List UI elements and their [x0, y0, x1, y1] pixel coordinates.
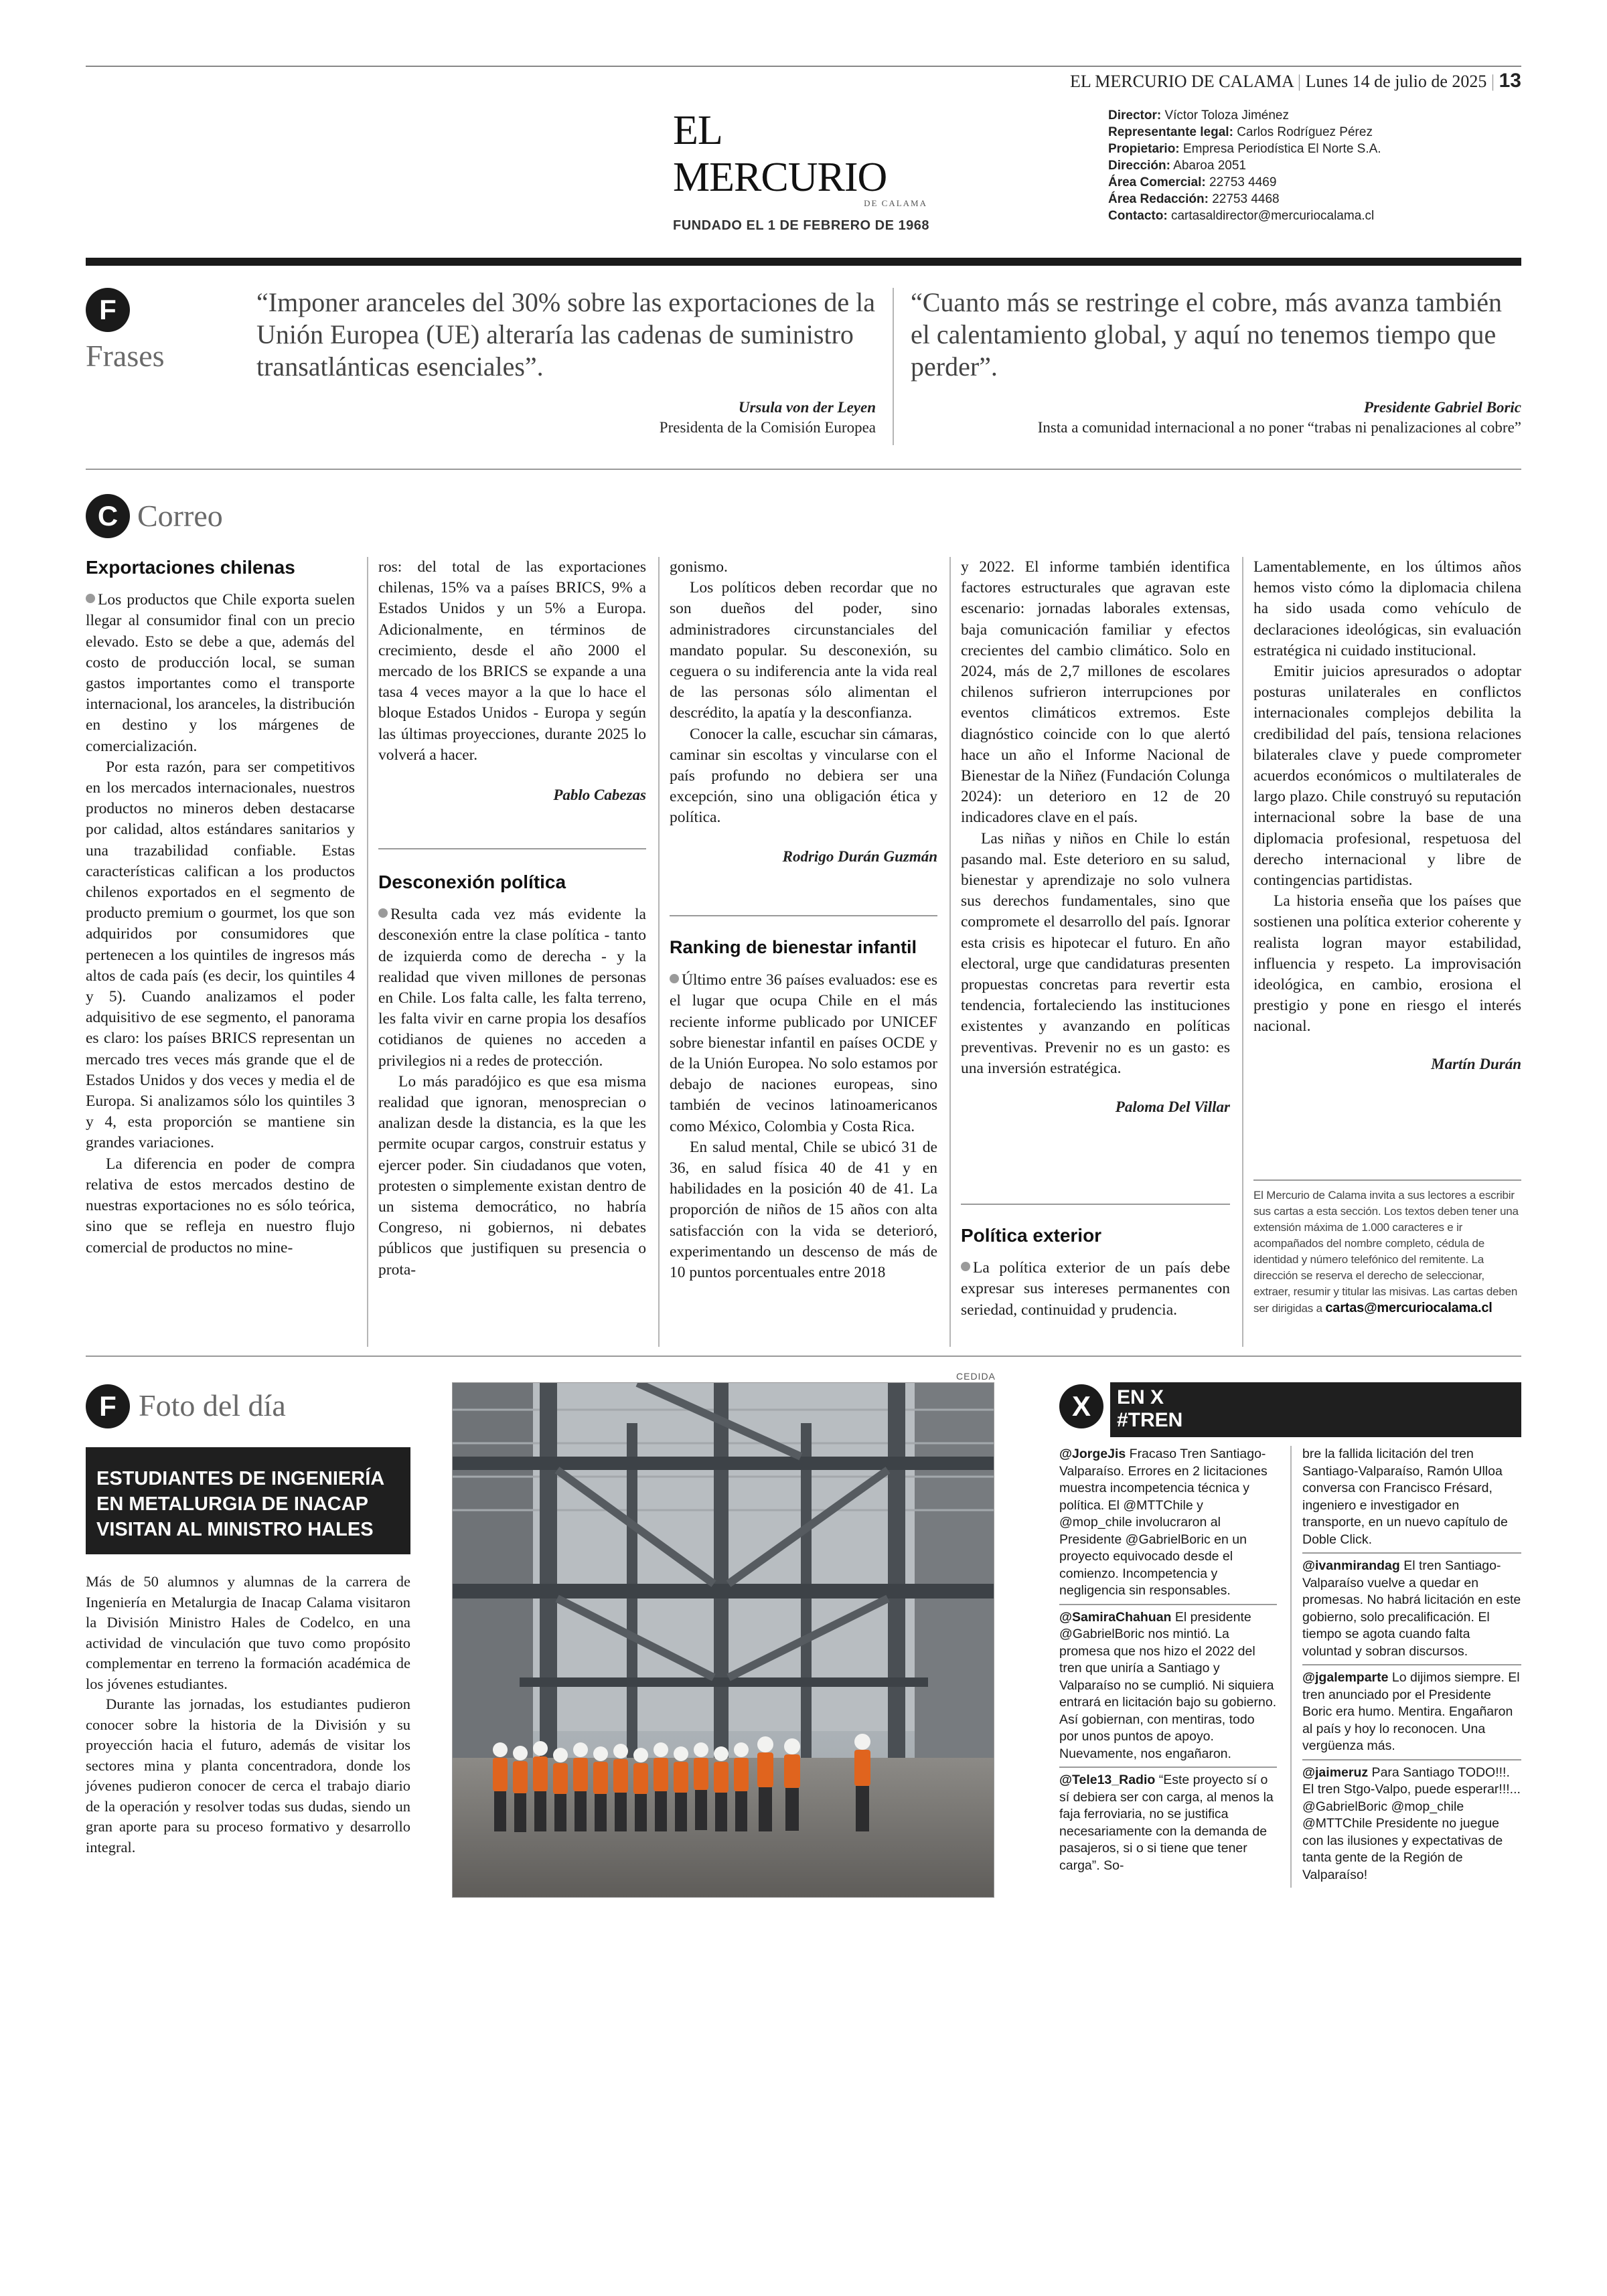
- tweet-text: El presidente @GabrielBoric nos mintió. La promesa que nos hizo el 2022 del tren que uniría a Santiago y Valparaíso no se cumplió. Ni siquiera entrará en licitación bajo su gobierno. Así gobiernan, con mentiras, todo por unos puntos de apoyo. Nuevamente, nos engañaron.: [1059, 1609, 1277, 1761]
- foto-headline-box: [86, 1447, 410, 1554]
- staff-line: Área Redacción: 22753 4468: [1108, 192, 1280, 206]
- letter-paragraph: Las niñas y niños en Chile lo están pasando mal. Este deterioro en su salud, bienestar y aprendizaje no solo vulnera sus derechos fundamentales, sino que compromete el desarrollo del país. Ignorar esta crisis es hipotecar el futuro. En año electoral, urge que candidaturas presenten propuestas concretas para revertir esta tendencia, fortaleciendo las instituciones existentes y avanzando en políticas preventivas. Prevenir no es un gasto: es una inversión estratégica.: [961, 829, 1230, 1077]
- letter-paragraph: gonismo.: [670, 558, 728, 576]
- letter-paragraph: Resulta cada vez más evidente la desconexión entre la clase política - tanto de izquierda como de derecha - y la realidad que viven millones de personas en Chile. Los falta calle, les falta terreno, les falta vivir en carne propia los desafíos cotidianos de quienes no acceden a privilegios ni a redes de protección.: [378, 906, 646, 1070]
- letter-paragraph: Los políticos deben recordar que no son dueños del poder, sino administradores circunstanciales del mandato popular. Su desconexión, su ceguera o su indiferencia ante la vida real de las personas sólo alimentan el descrédito, la apatía y la desconfianza.: [670, 579, 937, 722]
- letter-paragraph: La política exterior de un país debe expresar sus intereses permanentes con seriedad, continuidad y prudencia.: [961, 1259, 1230, 1319]
- bullet-icon: [670, 974, 679, 983]
- letter-signature: Paloma Del Villar: [1115, 1098, 1230, 1116]
- letter-paragraph: Último entre 36 países evaluados: ese es el lugar que ocupa Chile en el más reciente informe publicado por UNICEF sobre bienestar infantil en países OCDE y de la Unión Europea. No solo estamos por debajo de naciones europeas, sino también de vecinos latinoamericanos como México, Colombia y Costa Rica.: [670, 971, 937, 1135]
- letter-separator: [670, 915, 937, 916]
- letter-paragraph: En salud mental, Chile se ubicó 31 de 36, en salud física 40 de 41 y en habilidades en la posición 40 de 41. La proporción de niños de 15 años con alta satisfacción con la vida se deterioró, experimentando un descenso de más de 10 puntos porcentuales entre 2018: [670, 1138, 937, 1282]
- letter-desconexion-cont: [670, 557, 937, 867]
- x-hashtag: #TREN: [1117, 1409, 1183, 1431]
- tweet-text: bre la fallida licitación del tren Santiago-Valparaíso, Ramón Ulloa conversa con Francisco Frésard, ingeniero e investigador en transporte, en un nuevo capítulo de Doble Click.: [1302, 1447, 1508, 1547]
- tweet: [1302, 1759, 1521, 1888]
- letter-exportaciones-cont: [378, 557, 646, 805]
- page-folio: EL MERCURIO DE CALAMA | Lunes 14 de julio de 2025 | 13: [1069, 70, 1521, 92]
- photo-students-visit: [452, 1382, 994, 1898]
- letter-ranking: [670, 937, 937, 1283]
- letter-title: Desconexión política: [378, 872, 566, 892]
- letter-desconexion: [378, 872, 646, 1281]
- tweet: [1302, 1664, 1521, 1759]
- letter-politica-exterior-cont: [1253, 557, 1521, 1074]
- tweet-text: El tren Santiago-Valparaíso vuelve a quedar en promesas. No habrá licitación en este gobierno, solo precalificación. El tiempo se agota cuando falta voluntad y sobran discursos.: [1302, 1558, 1521, 1659]
- frases-divider: [893, 288, 894, 445]
- letter-separator: [378, 848, 646, 849]
- frases-label: Frases: [86, 339, 165, 373]
- quote-boric: [911, 286, 1521, 436]
- header-thick-rule: [86, 258, 1521, 266]
- x-badge: X: [1059, 1384, 1103, 1428]
- folio-paper: EL MERCURIO DE CALAMA: [1069, 72, 1294, 91]
- letter-politica-exterior: [961, 1225, 1230, 1321]
- masthead-subtitle: DE CALAMA: [864, 198, 927, 208]
- column-divider: [367, 557, 368, 1347]
- letter-signature: Pablo Cabezas: [553, 787, 646, 804]
- top-thin-rule: [86, 66, 1521, 67]
- letter-paragraph: ros: del total de las exportaciones chilenas, 15% va a países BRICS, 9% a Estados Unidos y un 5% a Europa. Adicionalmente, en términos de crecimiento, desde el año 2000 el mercado de los BRICS se expande a una tasa 4 veces mayor a la que lo hace el bloque Estados Unidos - Europa y según las últimas proyecciones, durante 2025 lo volverá a hacer.: [378, 558, 646, 764]
- quote-role: Presidenta de la Comisión Europea: [659, 419, 876, 436]
- staff-line: Representante legal: Carlos Rodríguez Pérez: [1108, 125, 1373, 139]
- letter-ranking-cont: [961, 557, 1230, 1117]
- correo-bottom-rule: [86, 1356, 1521, 1357]
- note-separator: [1253, 1179, 1521, 1181]
- letter-title: Exportaciones chilenas: [86, 557, 295, 578]
- masthead-title: EL MERCURIO: [673, 108, 887, 200]
- tweet-handle[interactable]: @jaimeruz: [1302, 1765, 1369, 1780]
- quote-text: “Cuanto más se restringe el cobre, más avanza también el calentamiento global, y aquí no tenemos tiempo que perder”.: [911, 287, 1502, 382]
- letter-exportaciones: [86, 557, 355, 1258]
- letter-signature: Rodrigo Durán Guzmán: [782, 847, 937, 865]
- tweet-text: Fracaso Tren Santiago-Valparaíso. Errores en 2 licitaciones muestra incompetencia técnica y política. El @MTTChile y @mop_chile involucraron al Presidente @GabrielBoric en un proyecto equivocado desde el comienzo. Incompetencia y negligencia sin responsables.: [1059, 1447, 1268, 1598]
- tweet: [1059, 1446, 1277, 1604]
- foto-label: Foto del día: [139, 1388, 286, 1422]
- letter-paragraph: La historia enseña que los países que sostienen una política exterior coherente y realista logran mayor estabilidad, influencia y respeto. La improvisación ideológica, en cambio, erosiona el prestigio y pone en riesgo el interés nacional.: [1253, 892, 1521, 1036]
- tweet-handle[interactable]: @jgalemparte: [1302, 1670, 1389, 1685]
- letters-policy-note: El Mercurio de Calama invita a sus lectores a escribir sus cartas a esta sección. Los textos deben tener una extensión máxima de 1.000 caracteres e ir acompañados del nombre completo, cédula de identidad y número telefónico del remitente. La dirección se reserva el derecho de seleccionar, extraer, resumir y titular las misivas. Las cartas deben ser dirigidas a cartas@mercuriocalama.cl: [1253, 1189, 1519, 1315]
- letter-paragraph: Por esta razón, para ser competitivos en los mercados internacionales, nuestros productos no mineros deben destacarse por calidad, altos estándares sanitarios y una trazabilidad confiable. Estas características califican a los productos chilenos exportados en el segmento de producto premium o gourmet, los que son adquiridos por consumidores que pertenecen a los quintiles de ingresos más altos de cada país (es decir, los quintiles 4 y 5). Cuando analizamos el poder adquisitivo de ese segmento, el panorama es claro: los países BRICS representan un mercado tres veces más grande que el de Estados Unidos y dos veces y media el de Europa. Si analizamos sólo los quintiles 3 y 4, esta proporción se mantiene sin grandes variaciones.: [86, 758, 355, 1152]
- column-divider: [949, 557, 951, 1347]
- quote-role: Insta a comunidad internacional a no poner “trabas ni penalizaciones al cobre”: [1037, 419, 1521, 436]
- tweets-col-1: [1059, 1446, 1277, 1878]
- quote-author: Ursula von der Leyen: [738, 399, 876, 416]
- tweet-text: Lo dijimos siempre. El tren anunciado por el Presidente Boric era humo. Mentira. Engañaron al país y hoy lo reconocen. Una vergüenza más.: [1302, 1670, 1520, 1753]
- letter-paragraph: Conocer la calle, escuchar sin cámaras, caminar sin escoltas y vincularse con el país profundo no debiera ser una excepción, sino una obligación ética y política.: [670, 725, 937, 827]
- column-divider: [1242, 557, 1243, 1347]
- x-title-box: [1110, 1382, 1521, 1437]
- bullet-icon: [961, 1262, 970, 1271]
- staff-box: [1108, 107, 1483, 224]
- letter-paragraph: Lo más paradójico es que esa misma realidad que ignoran, menosprecian o analizan desde la distancia, es la que les permite ocupar cargos, construir estatus y ejercer poder. Sin ciudadanos que voten, protesten o simplemente existan dentro de un sistema democrático, no habría Congreso, ni gobiernos, ni debates públicos que justifiquen su presencia o prota-: [378, 1072, 646, 1279]
- staff-line: Dirección: Abaroa 2051: [1108, 159, 1246, 173]
- tweets-col-2: [1302, 1446, 1521, 1888]
- foto-caption: [86, 1572, 410, 1858]
- foto-paragraph: Más de 50 alumnos y alumnas de la carrera de Ingeniería en Metalurgia de Inacap Calama visitaron la División Ministro Hales de Codelco, en una actividad de vinculación que tuvo como propósito complementar en terreno la formación académica de los jóvenes estudiantes.: [86, 1573, 410, 1692]
- staff-line: Propietario: Empresa Periodística El Norte S.A.: [1108, 142, 1381, 156]
- folio-date: Lunes 14 de julio de 2025: [1305, 72, 1487, 91]
- quote-author: Presidente Gabriel Boric: [1363, 399, 1521, 416]
- masthead: [673, 107, 931, 234]
- letter-paragraph: Lamentablemente, en los últimos años hemos visto cómo la diplomacia chilena ha sido usada como vehículo de declaraciones ideológicas, sin evaluación estratégica ni cuidado institucional.: [1253, 558, 1521, 659]
- foto-paragraph: Durante las jornadas, los estudiantes pudieron conocer sobre la historia de la División y su proyección hacia el futuro, además de visitar los sectores mina y planta concentradora, donde los jóvenes pudieron conocer de cerca el trabajo diario de la operación y resolver todas sus dudas, siendo un gran aporte para su proceso formativo y desarrollo integral.: [86, 1696, 410, 1856]
- bullet-icon: [86, 594, 95, 603]
- tweet-handle[interactable]: @SamiraChahuan: [1059, 1609, 1172, 1625]
- quote-von-der-leyen: [256, 286, 876, 436]
- letter-separator: [961, 1204, 1230, 1205]
- tweet: [1302, 1446, 1521, 1552]
- letter-paragraph: La diferencia en poder de compra relativa de estos mercados destino de nuestras exportaciones no es sólo teórica, sino que se refleja en nuestro flujo comercial de productos no mine-: [86, 1155, 355, 1256]
- letters-email[interactable]: cartas@mercuriocalama.cl: [1325, 1301, 1493, 1315]
- page-number: 13: [1499, 70, 1521, 92]
- industrial-photo-illustration: [453, 1383, 994, 1898]
- letter-title: Política exterior: [961, 1225, 1102, 1246]
- tweet-handle[interactable]: @JorgeJis: [1059, 1447, 1126, 1461]
- letter-title: Ranking de bienestar infantil: [670, 937, 917, 957]
- quote-text: “Imponer aranceles del 30% sobre las exportaciones de la Unión Europea (UE) alteraría las cadenas de suministro transatlánticas esenciales”.: [256, 287, 876, 382]
- tweet: [1059, 1767, 1277, 1878]
- staff-line: Director: Víctor Toloza Jiménez: [1108, 108, 1289, 122]
- tweet-text: Para Santiago TODO!!!. El tren Stgo-Valpo, puede esperar!!!... @GabrielBoric @mop_chile @MTTChile Presidente no juegue con las ilusiones y expectativas de tanta gente de la Región de Valparaíso!: [1302, 1765, 1521, 1882]
- tweet: [1302, 1552, 1521, 1664]
- tweet: [1059, 1604, 1277, 1767]
- x-title-line1: EN X: [1117, 1386, 1164, 1408]
- contact-email: cartasaldirector@mercuriocalama.cl: [1170, 209, 1375, 223]
- foto-headline: ESTUDIANTES DE INGENIERÍA EN METALURGIA DE INACAP VISITAN AL MINISTRO HALES: [96, 1468, 384, 1540]
- letter-paragraph: Los productos que Chile exporta suelen llegar al consumidor final con un precio elevado. Esto se debe a que, además del costo de producción local, se suman gastos importantes como el transporte internacional, los aranceles, la distribución en destino y los márgenes de comercialización.: [86, 591, 355, 755]
- photo-credit: CEDIDA: [956, 1371, 996, 1382]
- staff-line: Área Comercial: 22753 4469: [1108, 175, 1277, 189]
- correo-badge: C: [86, 494, 130, 538]
- foto-badge: F: [86, 1384, 130, 1428]
- letter-paragraph: y 2022. El informe también identifica factores estructurales que agravan este escenario: jornadas laborales extensas, baja comunicación familiar y efectos crecientes del cambio climático. Solo en 2024, más de 2,7 millones de escolares chilenos sufrieron interrupciones por eventos climáticos extremos. Este diagnóstico coincide con lo que alertó hace un año el Informe Nacional de Bienestar de la Niñez (Fundación Colunga 2024): un deterioro en 12 de 20 indicadores clave en el país.: [961, 558, 1230, 827]
- founded-line: FUNDADO EL 1 DE FEBRERO DE 1968: [673, 218, 929, 233]
- correo-label: Correo: [137, 499, 223, 533]
- letter-paragraph: Emitir juicios apresurados o adoptar posturas unilaterales en conflictos internacionales complejos debilita la credibilidad del país, tensiona relaciones bilaterales clave y puede comprometer acuerdos económicos o multilaterales de largo plazo. Chile construyó su reputación internacional sobre la base de una diplomacia profesional, respetuosa del derecho internacional y libre de contingencias partidistas.: [1253, 663, 1521, 890]
- tweet-handle[interactable]: @Tele13_Radio: [1059, 1773, 1156, 1787]
- letter-signature: Martín Durán: [1431, 1055, 1521, 1072]
- frases-bottom-rule: [86, 469, 1521, 470]
- tweet-text: “Este proyecto sí o sí debiera ser con carga, al menos la faja ferroviaria, no se justifica necesariamente con la demanda de pasajeros, si o si tiene que tener carga”. So-: [1059, 1773, 1274, 1873]
- bullet-icon: [378, 908, 388, 918]
- tweet-handle[interactable]: @ivanmirandag: [1302, 1558, 1400, 1573]
- column-divider: [658, 557, 660, 1347]
- frases-badge: F: [86, 288, 130, 332]
- staff-line: Contacto: cartasaldirector@mercuriocalama.cl: [1108, 209, 1375, 223]
- x-column-divider: [1290, 1446, 1292, 1888]
